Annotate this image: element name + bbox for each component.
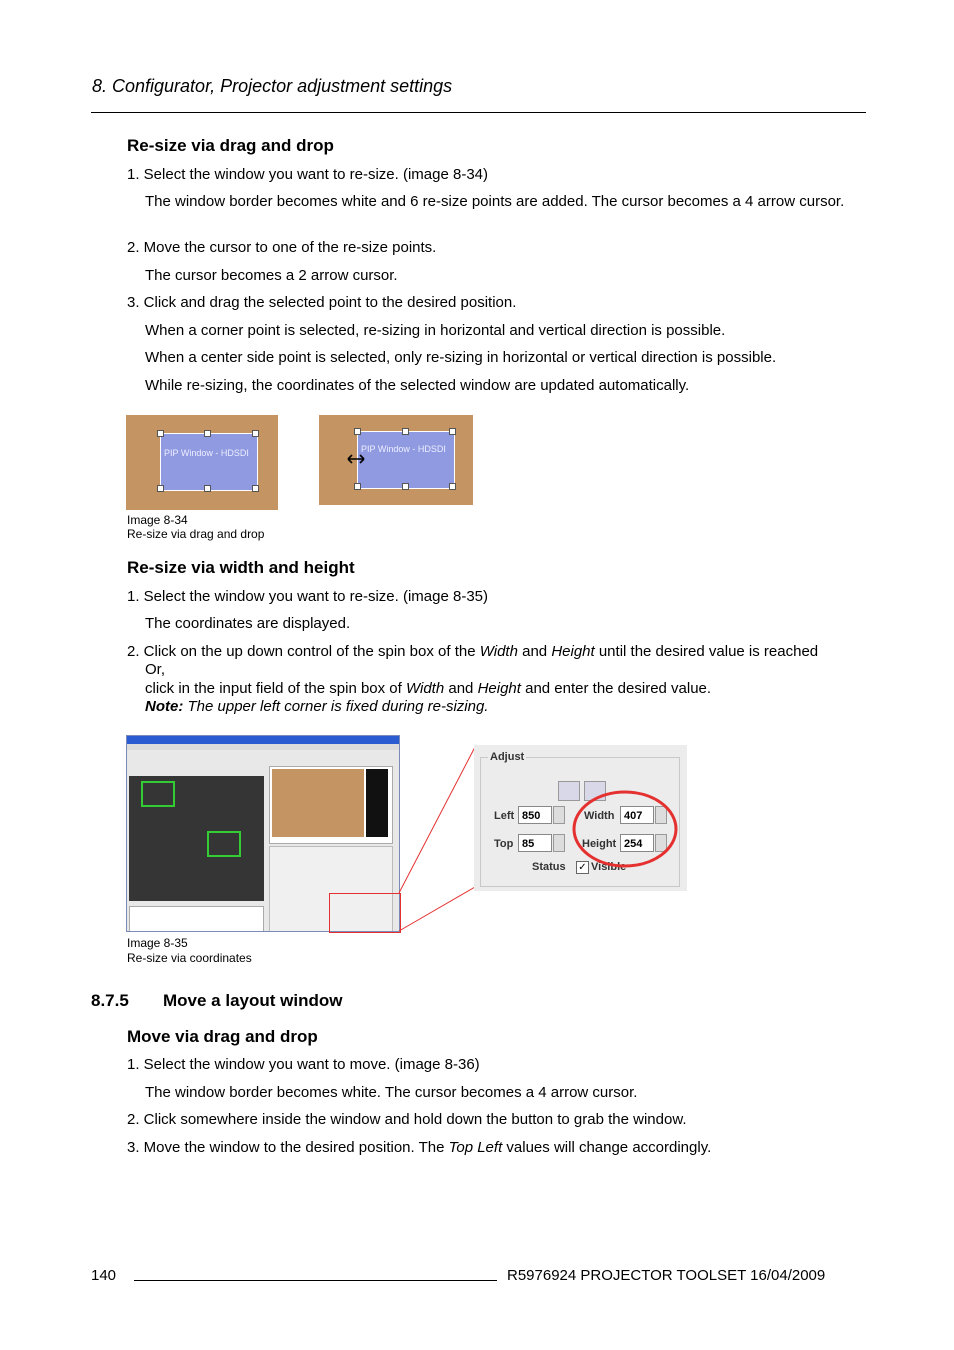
resize-handle — [157, 430, 164, 437]
step-2: 2. Click somewhere inside the window and hold down the button to grab the window. — [127, 1111, 687, 1128]
chapter-header: 8. Configurator, Projector adjustment settings — [92, 76, 453, 96]
step-2-text: and enter the desired value. — [520, 680, 712, 697]
step-1-note: The coordinates are displayed. — [145, 615, 351, 632]
resize-handle — [354, 428, 361, 435]
resize-handle — [252, 430, 259, 437]
width-term: Width — [405, 680, 445, 697]
top-left-term: Top Left — [448, 1139, 503, 1156]
step-3 — [127, 1139, 711, 1157]
preview-panel — [269, 766, 393, 844]
resize-handle — [252, 485, 259, 492]
footer-rule — [134, 1280, 497, 1281]
width-term: Width — [479, 643, 518, 660]
adjust-title: Adjust — [490, 751, 525, 763]
height-label: Height — [582, 838, 617, 850]
app-title-bar — [127, 736, 400, 744]
layout-window — [141, 781, 175, 807]
step-3-text: values will change accordingly. — [502, 1139, 712, 1156]
caption-number-8-34: Image 8-34 — [127, 513, 188, 527]
heading-resize-drag: Re-size via drag and drop — [127, 136, 334, 155]
caption-text-8-35: Re-size via coordinates — [127, 951, 252, 965]
resize-handle — [204, 485, 211, 492]
height-input[interactable]: 254 — [620, 834, 654, 852]
step-1: 1. Select the window you want to move. (image 8-36) — [127, 1056, 480, 1073]
left-input[interactable]: 850 — [518, 806, 552, 824]
left-spin-button[interactable] — [553, 806, 565, 824]
resize-image-right — [319, 415, 473, 505]
step-3-note-2: When a center side point is selected, only re-sizing in horizontal or vertical direction is possible. — [145, 349, 777, 366]
caption-number-8-35: Image 8-35 — [127, 936, 188, 950]
resize-handle — [204, 430, 211, 437]
resize-handle — [354, 483, 361, 490]
height-term: Height — [477, 680, 521, 697]
section-title: Move a layout window — [163, 991, 343, 1010]
pip-label: PIP Window - HDSDI — [361, 444, 446, 454]
visible-checkbox[interactable]: ✓ — [576, 861, 589, 874]
pip-window — [357, 431, 455, 489]
step-2-note: The cursor becomes a 2 arrow cursor. — [145, 267, 398, 284]
step-2-text: click in the input field of the spin box of — [145, 680, 406, 697]
step-1-note: The window border becomes white and 6 re-size points are added. The cursor becomes a 4 arrow cursor. — [145, 193, 845, 210]
preview-black-area — [366, 769, 388, 837]
pip-window — [160, 433, 258, 491]
status-label: Status — [532, 861, 566, 873]
heading-resize-wh: Re-size via width and height — [127, 558, 355, 577]
resize-handle — [449, 428, 456, 435]
width-input[interactable]: 407 — [620, 806, 654, 824]
step-2 — [127, 643, 872, 661]
app-menu-bar — [127, 744, 400, 750]
step-3: 3. Click and drag the selected point to the desired position. — [127, 294, 517, 311]
step-3-text: 3. Move the window to the desired position. The — [127, 1139, 449, 1156]
height-term: Height — [551, 643, 595, 660]
adjust-panel-zoom — [474, 745, 687, 891]
step-2-text: 2. Click on the up down control of the spin box of the — [127, 643, 480, 660]
step-2-text: and — [517, 643, 552, 660]
layout-window — [207, 831, 241, 857]
step-2-text: and — [444, 680, 478, 697]
highlight-box — [329, 893, 401, 933]
header-rule — [91, 112, 866, 113]
step-3-note-3: While re-sizing, the coordinates of the selected window are updated automatically. — [145, 377, 690, 394]
step-1: 1. Select the window you want to re-size. (image 8-35) — [127, 588, 489, 605]
section-number: 8.7.5 — [91, 991, 129, 1010]
top-input[interactable]: 85 — [518, 834, 552, 852]
width-label: Width — [584, 810, 615, 822]
step-1-note: The window border becomes white. The cursor becomes a 4 arrow cursor. — [145, 1084, 638, 1101]
two-arrow-cursor-icon — [347, 454, 365, 464]
zoom-lines — [398, 745, 478, 935]
left-label: Left — [494, 810, 515, 822]
resize-image-left — [126, 415, 278, 510]
step-3-note-1: When a corner point is selected, re-sizing in horizontal and vertical direction is possible. — [145, 322, 726, 339]
page-number: 140 — [91, 1267, 117, 1284]
step-2-alt — [145, 680, 711, 698]
step-2-text: until the desired value is reached — [594, 643, 819, 660]
step-1: 1. Select the window you want to re-size. (image 8-34) — [127, 166, 489, 183]
step-2-or: Or, — [145, 661, 166, 678]
layout-canvas — [129, 776, 264, 901]
resize-handle — [157, 485, 164, 492]
pip-label: PIP Window - HDSDI — [164, 448, 249, 458]
note — [145, 698, 488, 716]
resize-handle — [402, 428, 409, 435]
app-log-panel — [129, 906, 264, 932]
heading-move-drag: Move via drag and drop — [127, 1027, 318, 1046]
top-spin-button[interactable] — [553, 834, 565, 852]
highlight-circle — [570, 789, 680, 875]
note-text: The upper left corner is fixed during re-sizing. — [183, 698, 489, 715]
caption-text-8-34: Re-size via drag and drop — [127, 527, 265, 541]
footer-reference: R5976924 PROJECTOR TOOLSET 16/04/2009 — [507, 1267, 826, 1284]
preview-layout — [272, 769, 364, 837]
resize-handle — [449, 483, 456, 490]
top-label: Top — [494, 838, 514, 850]
step-2: 2. Move the cursor to one of the re-size points. — [127, 239, 437, 256]
note-label: Note: — [145, 698, 184, 715]
resize-handle — [402, 483, 409, 490]
visible-label: Visible — [591, 861, 627, 873]
